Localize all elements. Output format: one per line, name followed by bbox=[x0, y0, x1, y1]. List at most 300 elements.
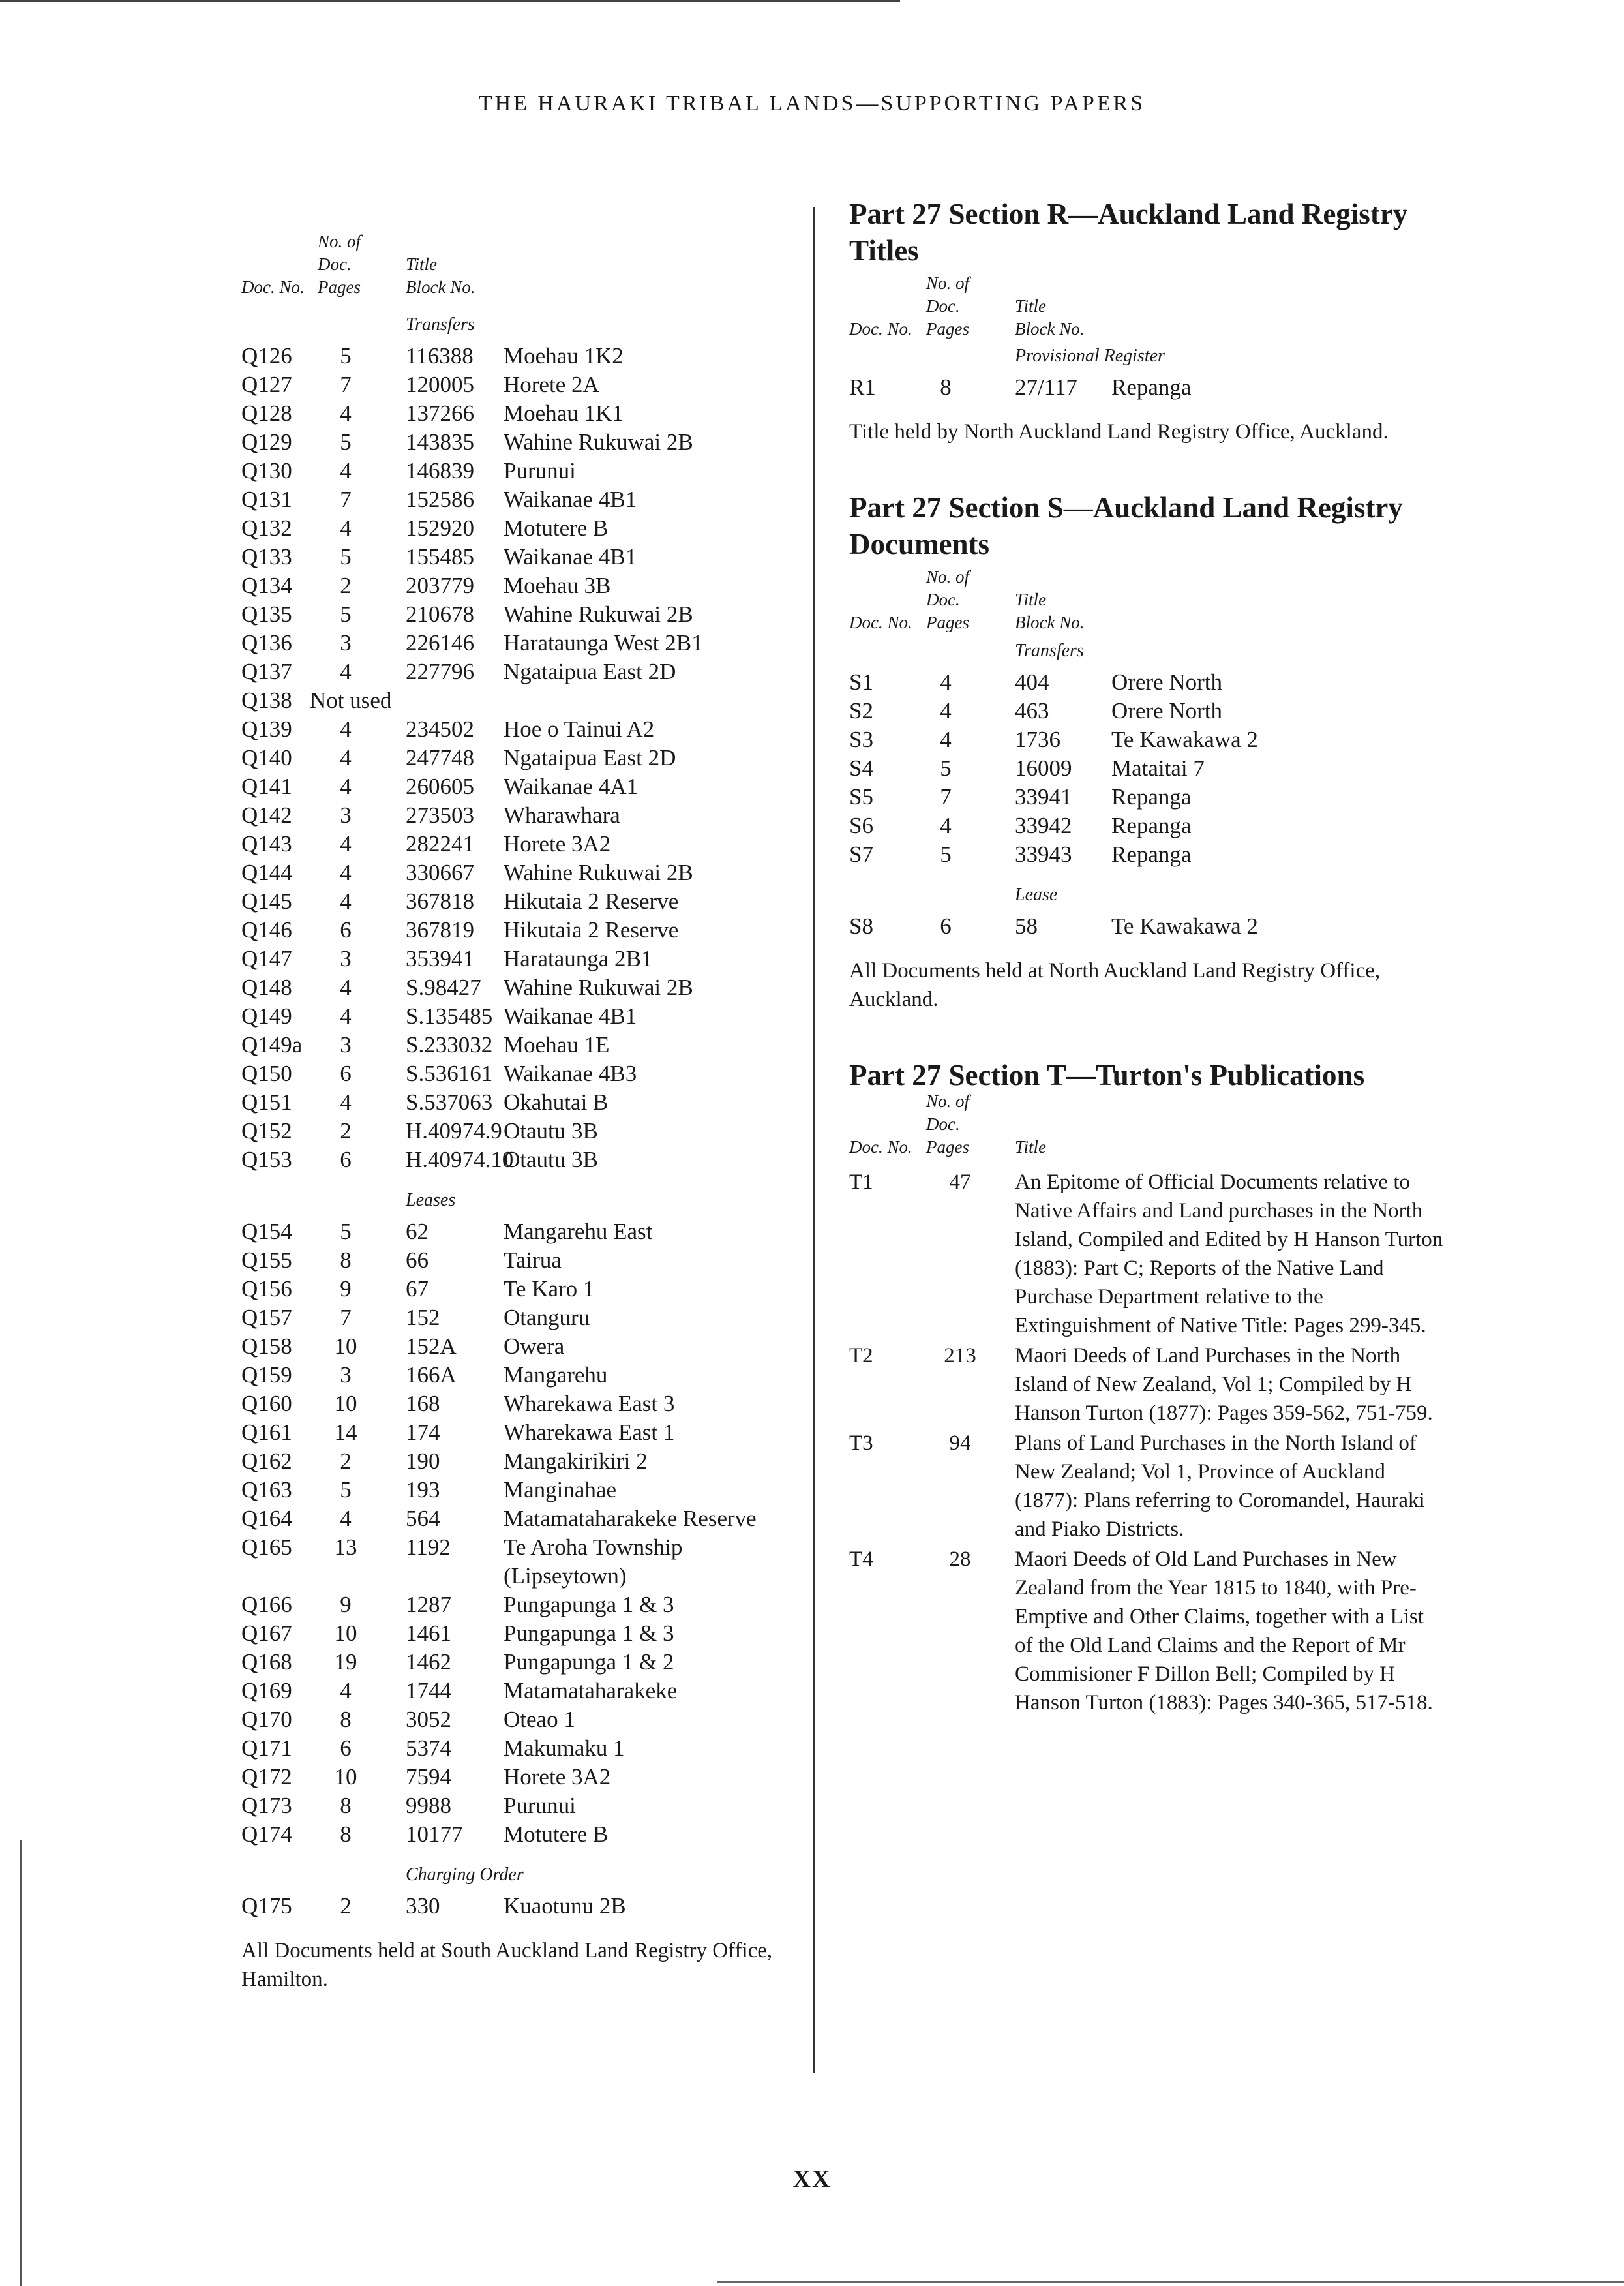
doc-no: Q156 bbox=[241, 1276, 292, 1302]
land-block-name: Te Karo 1 bbox=[504, 1276, 595, 1302]
page-count: 28 bbox=[949, 1547, 971, 1571]
table-row bbox=[241, 457, 789, 485]
table-row bbox=[241, 1303, 789, 1332]
not-used-note: Not used bbox=[310, 688, 392, 713]
transfers-list bbox=[241, 342, 789, 1174]
land-block-name: Mangarehu East bbox=[504, 1219, 653, 1244]
page-count: 10 bbox=[334, 1764, 357, 1790]
doc-no: Q155 bbox=[241, 1247, 292, 1273]
header-doc-pages: No. of Doc. Pages bbox=[926, 1091, 970, 1157]
land-block-name: Moehau 1K1 bbox=[504, 401, 624, 426]
publication-title: Maori Deeds of Old Land Purchases in New Zealand from the Year 1815 to 1840, with Pre-Emptive and Other Claims, together with a List of the Old Land Claims and the Report of Mr Commisioner F Dillon Bell; Compiled by H Hanson Turton (1883): Pages 340-365, 517-518. bbox=[1015, 1547, 1433, 1714]
title-block-no: 210678 bbox=[406, 602, 474, 627]
land-block-name: Wharawhara bbox=[504, 802, 620, 828]
title-block-no: 66 bbox=[406, 1247, 429, 1273]
page-count: 4 bbox=[340, 1506, 352, 1531]
page-count: 13 bbox=[334, 1534, 357, 1560]
table-row bbox=[241, 1031, 789, 1059]
table-row bbox=[241, 1390, 789, 1418]
land-block-name: Motutere B bbox=[504, 1821, 609, 1847]
table-row bbox=[849, 783, 1436, 812]
table-row bbox=[241, 428, 789, 457]
land-block-name: Wharekawa East 1 bbox=[504, 1420, 675, 1445]
section-r-note: Title held by North Auckland Land Registry Office, Auckland. bbox=[849, 420, 1389, 444]
doc-no: Q168 bbox=[241, 1649, 292, 1675]
page-count: 2 bbox=[340, 1448, 352, 1474]
land-block-name: Repanga bbox=[1111, 784, 1192, 810]
table-row bbox=[241, 1734, 789, 1763]
section-s-lease-list bbox=[849, 912, 1436, 941]
subhead-leases: Leases bbox=[406, 1190, 456, 1210]
table-row bbox=[241, 1447, 789, 1476]
table-row bbox=[241, 916, 789, 945]
doc-no: Q163 bbox=[241, 1477, 292, 1502]
page-count: 6 bbox=[340, 1735, 352, 1761]
table-row bbox=[241, 342, 789, 371]
doc-no: T3 bbox=[849, 1431, 873, 1455]
page-count: 2 bbox=[340, 1118, 352, 1144]
title-block-no: 1736 bbox=[1015, 727, 1060, 752]
section-s-note: All Documents held at North Auckland Land Registry Office, Auckland. bbox=[849, 959, 1381, 1011]
title-block-no: S.233032 bbox=[406, 1032, 493, 1058]
title-block-no: 190 bbox=[406, 1448, 440, 1474]
publication-row bbox=[849, 1168, 1443, 1340]
table-row bbox=[241, 1332, 789, 1361]
page-count: 6 bbox=[940, 913, 952, 939]
land-block-name: Motutere B bbox=[504, 515, 609, 541]
land-block-name: Oteao 1 bbox=[504, 1707, 575, 1732]
doc-no: Q132 bbox=[241, 515, 292, 541]
doc-no: Q171 bbox=[241, 1735, 292, 1761]
land-block-name: Repanga bbox=[1111, 813, 1192, 838]
table-row bbox=[241, 1246, 789, 1275]
charging-list bbox=[241, 1892, 789, 1921]
table-row bbox=[241, 1002, 789, 1031]
table-row bbox=[241, 772, 789, 801]
doc-no: Q175 bbox=[241, 1893, 292, 1919]
doc-no: Q145 bbox=[241, 889, 292, 914]
title-block-no: 330667 bbox=[406, 860, 474, 885]
table-row bbox=[241, 1533, 789, 1562]
table-row bbox=[241, 1619, 789, 1648]
doc-no: Q127 bbox=[241, 372, 292, 397]
title-block-no: 1287 bbox=[406, 1592, 451, 1617]
header-title-block: Title Block No. bbox=[1015, 296, 1085, 339]
title-block-no: 146839 bbox=[406, 458, 474, 483]
doc-no: Q126 bbox=[241, 343, 292, 369]
table-row bbox=[241, 1504, 789, 1533]
doc-no: S8 bbox=[849, 913, 873, 939]
land-block-name: Purunui bbox=[504, 458, 576, 483]
table-row bbox=[241, 1648, 789, 1677]
page-count: 8 bbox=[340, 1707, 352, 1732]
title-block-no: 33941 bbox=[1015, 784, 1072, 810]
title-block-no: 62 bbox=[406, 1219, 429, 1244]
doc-no: Q165 bbox=[241, 1534, 292, 1560]
title-block-no: 247748 bbox=[406, 745, 474, 770]
title-block-no: 16009 bbox=[1015, 755, 1072, 781]
land-block-name: Otanguru bbox=[504, 1305, 590, 1330]
land-block-name: Otautu 3B bbox=[504, 1147, 598, 1172]
page-count: 6 bbox=[340, 1061, 352, 1086]
subhead-s-transfers: Transfers bbox=[1015, 641, 1084, 661]
doc-no: Q146 bbox=[241, 917, 292, 943]
title-block-no: 1462 bbox=[406, 1649, 451, 1675]
doc-no: S1 bbox=[849, 669, 873, 695]
doc-no: Q159 bbox=[241, 1362, 292, 1388]
page-count: 4 bbox=[340, 831, 352, 857]
header-doc-no: Doc. No. bbox=[241, 277, 305, 297]
land-block-name: Pungapunga 1 & 2 bbox=[504, 1649, 674, 1675]
table-row bbox=[241, 600, 789, 629]
header-doc-pages: No. of Doc. Pages bbox=[318, 232, 361, 297]
title-block-no: 367818 bbox=[406, 889, 474, 914]
table-row bbox=[241, 1117, 789, 1146]
title-block-no: 166A bbox=[406, 1362, 457, 1388]
title-block-no: 152586 bbox=[406, 487, 474, 512]
doc-no: Q152 bbox=[241, 1118, 292, 1144]
section-r-list bbox=[849, 373, 1436, 402]
land-block-name: Mangarehu bbox=[504, 1362, 608, 1388]
table-row bbox=[241, 1361, 789, 1390]
land-block-name: Matamataharakeke Reserve bbox=[504, 1506, 757, 1531]
page-count: 9 bbox=[340, 1276, 352, 1302]
title-block-no: 330 bbox=[406, 1893, 440, 1919]
title-block-no: 234502 bbox=[406, 716, 474, 742]
title-block-no: 9988 bbox=[406, 1793, 451, 1818]
land-block-name: Owera bbox=[504, 1334, 565, 1359]
land-block-name: Moehau 3B bbox=[504, 573, 611, 598]
publication-row bbox=[849, 1341, 1436, 1427]
table-row bbox=[241, 1059, 789, 1088]
page-count: 3 bbox=[340, 630, 352, 656]
doc-no: T2 bbox=[849, 1344, 873, 1367]
land-block-name: Mataitai 7 bbox=[1111, 755, 1205, 781]
page-count: 4 bbox=[340, 716, 352, 742]
page-count: 4 bbox=[340, 515, 352, 541]
table-row bbox=[241, 658, 789, 686]
land-block-name: Pungapunga 1 & 3 bbox=[504, 1621, 674, 1646]
land-block-name: Wahine Rukuwai 2B bbox=[504, 602, 693, 627]
doc-no: S3 bbox=[849, 727, 873, 752]
doc-no: Q153 bbox=[241, 1147, 292, 1172]
title-block-no: 282241 bbox=[406, 831, 474, 857]
page-count: 94 bbox=[949, 1431, 971, 1455]
table-row bbox=[849, 754, 1436, 783]
page-count: 6 bbox=[340, 1147, 352, 1172]
publication-row bbox=[849, 1545, 1436, 1717]
right-column bbox=[849, 196, 1443, 1718]
title-block-no: S.537063 bbox=[406, 1090, 493, 1115]
page-count: 5 bbox=[340, 429, 352, 455]
page-count: 5 bbox=[340, 1219, 352, 1244]
table-row bbox=[241, 485, 789, 514]
page-count: 19 bbox=[334, 1649, 357, 1675]
scan-bottom-rule bbox=[717, 2281, 1624, 2283]
page-count: 4 bbox=[340, 860, 352, 885]
running-head: THE HAURAKI TRIBAL LANDS—SUPPORTING PAPERS bbox=[478, 91, 1146, 115]
land-block-name: Makumaku 1 bbox=[504, 1735, 625, 1761]
page-count: 3 bbox=[340, 1362, 352, 1388]
title-block-no: 152A bbox=[406, 1334, 457, 1359]
land-block-name: Waikanae 4B1 bbox=[504, 544, 637, 570]
page-count: 5 bbox=[940, 755, 952, 781]
table-row bbox=[241, 1705, 789, 1734]
doc-no: Q173 bbox=[241, 1793, 292, 1818]
page-count: 3 bbox=[340, 946, 352, 971]
table-row bbox=[241, 1677, 789, 1705]
left-note: All Documents held at South Auckland Land Registry Office, Hamilton. bbox=[241, 1939, 773, 1991]
doc-no: Q158 bbox=[241, 1334, 292, 1359]
land-block-name: Orere North bbox=[1111, 669, 1223, 695]
land-block-name: Matamataharakeke bbox=[504, 1678, 678, 1703]
title-block-no: 367819 bbox=[406, 917, 474, 943]
land-block-name: Repanga bbox=[1111, 374, 1192, 400]
page-count: 4 bbox=[940, 698, 952, 724]
land-block-name: Wharekawa East 3 bbox=[504, 1391, 675, 1416]
page-count: 2 bbox=[340, 573, 352, 598]
title-block-no: 564 bbox=[406, 1506, 440, 1531]
page-count: 9 bbox=[340, 1592, 352, 1617]
page-number: XX bbox=[792, 2165, 832, 2193]
title-block-no: 226146 bbox=[406, 630, 474, 656]
page-count: 4 bbox=[340, 774, 352, 799]
table-row bbox=[241, 801, 789, 830]
land-block-name: Waikanae 4B1 bbox=[504, 487, 637, 512]
doc-no: Q154 bbox=[241, 1219, 292, 1244]
doc-no: Q172 bbox=[241, 1764, 292, 1790]
title-block-no: 193 bbox=[406, 1477, 440, 1502]
page-count: 7 bbox=[340, 487, 352, 512]
section-s-list bbox=[849, 668, 1436, 869]
table-row bbox=[241, 830, 789, 859]
page-count: 8 bbox=[340, 1793, 352, 1818]
page-count: 8 bbox=[940, 374, 952, 400]
doc-no: Q129 bbox=[241, 429, 292, 455]
table-row bbox=[849, 373, 1436, 402]
land-block-name: Waikanae 4B3 bbox=[504, 1061, 637, 1086]
table-row bbox=[241, 1217, 789, 1246]
doc-no: Q136 bbox=[241, 630, 292, 656]
table-row bbox=[241, 1763, 789, 1791]
title-block-no: 7594 bbox=[406, 1764, 451, 1790]
land-block-name: Kuaotunu 2B bbox=[504, 1893, 626, 1919]
land-block-name: Harataunga 2B1 bbox=[504, 946, 653, 971]
publication-title: Plans of Land Purchases in the North Island of New Zealand; Vol 1, Province of Auckland (1877): Plans referring to Coromandel, Hauraki and Piako Districts. bbox=[1015, 1431, 1425, 1541]
table-row-continuation bbox=[241, 1562, 789, 1591]
title-block-no: S.98427 bbox=[406, 975, 481, 1000]
page-count: 5 bbox=[340, 343, 352, 369]
page-count: 7 bbox=[940, 784, 952, 810]
page-count: 4 bbox=[940, 669, 952, 695]
doc-no: Q139 bbox=[241, 716, 292, 742]
table-row bbox=[241, 514, 789, 543]
page-count: 47 bbox=[949, 1170, 971, 1194]
table-row bbox=[241, 1418, 789, 1447]
table-row bbox=[849, 725, 1436, 754]
page-count: 5 bbox=[340, 1477, 352, 1502]
doc-no: Q167 bbox=[241, 1621, 292, 1646]
table-row bbox=[849, 912, 1436, 941]
table-row bbox=[241, 744, 789, 772]
land-block-name: Te Kawakawa 2 bbox=[1111, 913, 1258, 939]
header-title-block: Title Block No. bbox=[406, 254, 475, 297]
land-block-name: Te Kawakawa 2 bbox=[1111, 727, 1258, 752]
page-count: 7 bbox=[340, 372, 352, 397]
table-row bbox=[849, 668, 1436, 697]
table-row bbox=[849, 697, 1436, 725]
title-block-no: 152 bbox=[406, 1305, 440, 1330]
doc-no: Q147 bbox=[241, 946, 292, 971]
doc-no: Q144 bbox=[241, 860, 292, 885]
table-row bbox=[241, 973, 789, 1002]
land-block-name: Repanga bbox=[1111, 842, 1192, 867]
table-row bbox=[241, 1791, 789, 1820]
doc-no: Q128 bbox=[241, 401, 292, 426]
land-block-name: Waikanae 4A1 bbox=[504, 774, 639, 799]
title-block-no: 260605 bbox=[406, 774, 474, 799]
land-block-name: Wahine Rukuwai 2B bbox=[504, 975, 693, 1000]
page-count: 10 bbox=[334, 1391, 357, 1416]
doc-no: Q170 bbox=[241, 1707, 292, 1732]
left-column bbox=[241, 201, 789, 1994]
land-block-name: (Lipseytown) bbox=[504, 1563, 627, 1589]
table-row bbox=[241, 859, 789, 887]
title-block-no: 3052 bbox=[406, 1707, 451, 1732]
leases-list bbox=[241, 1217, 789, 1849]
title-block-no: 10177 bbox=[406, 1821, 463, 1847]
doc-no: Q134 bbox=[241, 573, 292, 598]
page-count: 4 bbox=[340, 659, 352, 684]
page-count: 10 bbox=[334, 1621, 357, 1646]
doc-no: S6 bbox=[849, 813, 873, 838]
land-block-name: Te Aroha Township bbox=[504, 1534, 683, 1560]
subhead-provisional-register: Provisional Register bbox=[1015, 346, 1165, 366]
header-doc-no: Doc. No. bbox=[849, 319, 912, 339]
page-count: 4 bbox=[340, 401, 352, 426]
page-count: 4 bbox=[340, 1003, 352, 1029]
page-count: 4 bbox=[340, 889, 352, 914]
table-row bbox=[241, 629, 789, 658]
section-t-title: Part 27 Section T—Turton's Publications bbox=[849, 1059, 1365, 1091]
land-block-name: Ngataipua East 2D bbox=[504, 745, 676, 770]
section-t-headers bbox=[849, 1093, 1436, 1159]
land-block-name: Pungapunga 1 & 3 bbox=[504, 1592, 674, 1617]
title-block-no: 143835 bbox=[406, 429, 474, 455]
doc-no: Q161 bbox=[241, 1420, 292, 1445]
doc-no: Q130 bbox=[241, 458, 292, 483]
doc-no: S4 bbox=[849, 755, 873, 781]
title-block-no: 152920 bbox=[406, 515, 474, 541]
title-block-no: 174 bbox=[406, 1420, 440, 1445]
doc-no: Q137 bbox=[241, 659, 292, 684]
page-count: 10 bbox=[334, 1334, 357, 1359]
land-block-name: Otautu 3B bbox=[504, 1118, 598, 1144]
page-count: 6 bbox=[340, 917, 352, 943]
page-count: 5 bbox=[340, 602, 352, 627]
title-block-no: H.40974.10 bbox=[406, 1147, 514, 1172]
subhead-s-lease: Lease bbox=[1015, 885, 1058, 905]
page-count: 5 bbox=[340, 544, 352, 570]
table-row bbox=[241, 399, 789, 428]
doc-no: Q150 bbox=[241, 1061, 292, 1086]
title-block-no: 203779 bbox=[406, 573, 474, 598]
title-block-no: 1744 bbox=[406, 1678, 451, 1703]
section-s-title: Part 27 Section S—Auckland Land Registry Documents bbox=[849, 491, 1403, 560]
doc-no: Q149 bbox=[241, 1003, 292, 1029]
title-block-no: 463 bbox=[1015, 698, 1049, 724]
section-r-title: Part 27 Section R—Auckland Land Registry Titles bbox=[849, 198, 1408, 267]
title-block-no: S.135485 bbox=[406, 1003, 493, 1029]
title-block-no: 116388 bbox=[406, 343, 474, 369]
land-block-name: Moehau 1E bbox=[504, 1032, 610, 1058]
land-block-name: Moehau 1K2 bbox=[504, 343, 624, 369]
page-count: 4 bbox=[340, 975, 352, 1000]
land-block-name: Horete 2A bbox=[504, 372, 599, 397]
page-count: 5 bbox=[940, 842, 952, 867]
publication-row bbox=[849, 1429, 1436, 1544]
doc-no: Q157 bbox=[241, 1305, 292, 1330]
title-block-no: 58 bbox=[1015, 913, 1038, 939]
doc-no: Q166 bbox=[241, 1592, 292, 1617]
doc-no: Q140 bbox=[241, 745, 292, 770]
scan-top-rule bbox=[0, 0, 900, 2]
land-block-name: Tairua bbox=[504, 1247, 562, 1273]
page-count: 7 bbox=[340, 1305, 352, 1330]
title-block-no: 404 bbox=[1015, 669, 1049, 695]
doc-no: Q174 bbox=[241, 1821, 292, 1847]
page-count: 3 bbox=[340, 1032, 352, 1058]
doc-no: Q169 bbox=[241, 1678, 292, 1703]
table-row bbox=[849, 840, 1436, 869]
doc-no: Q133 bbox=[241, 544, 292, 570]
table-row bbox=[241, 543, 789, 572]
title-block-no: 227796 bbox=[406, 659, 474, 684]
column-divider bbox=[813, 207, 815, 2073]
section-s-headers bbox=[849, 562, 1436, 634]
doc-no: Q141 bbox=[241, 774, 292, 799]
table-row bbox=[241, 887, 789, 916]
land-block-name: Horete 3A2 bbox=[504, 1764, 611, 1790]
land-block-name: Horete 3A2 bbox=[504, 831, 611, 857]
doc-no: S2 bbox=[849, 698, 873, 724]
title-block-no: S.536161 bbox=[406, 1061, 493, 1086]
doc-no: S5 bbox=[849, 784, 873, 810]
table-row bbox=[241, 686, 789, 715]
left-column-headers bbox=[241, 201, 789, 299]
doc-no: S7 bbox=[849, 842, 873, 867]
title-block-no: 5374 bbox=[406, 1735, 451, 1761]
page-count: 4 bbox=[340, 1090, 352, 1115]
page-count: 2 bbox=[340, 1893, 352, 1919]
land-block-name: Wahine Rukuwai 2B bbox=[504, 860, 693, 885]
doc-no: T4 bbox=[849, 1547, 873, 1571]
doc-no: Q149a bbox=[241, 1032, 303, 1058]
table-row bbox=[241, 371, 789, 399]
land-block-name: Mangakirikiri 2 bbox=[504, 1448, 648, 1474]
page-count: 4 bbox=[940, 813, 952, 838]
header-doc-pages: No. of Doc. Pages bbox=[926, 567, 970, 632]
page-count: 4 bbox=[340, 458, 352, 483]
table-row bbox=[241, 1892, 789, 1921]
page-count: 4 bbox=[940, 727, 952, 752]
land-block-name: Purunui bbox=[504, 1793, 576, 1818]
section-t-list bbox=[849, 1168, 1443, 1717]
scan-left-edge bbox=[20, 1840, 22, 2286]
page-count: 4 bbox=[340, 745, 352, 770]
header-title: Title bbox=[1015, 1137, 1047, 1157]
land-block-name: Ngataipua East 2D bbox=[504, 659, 676, 684]
